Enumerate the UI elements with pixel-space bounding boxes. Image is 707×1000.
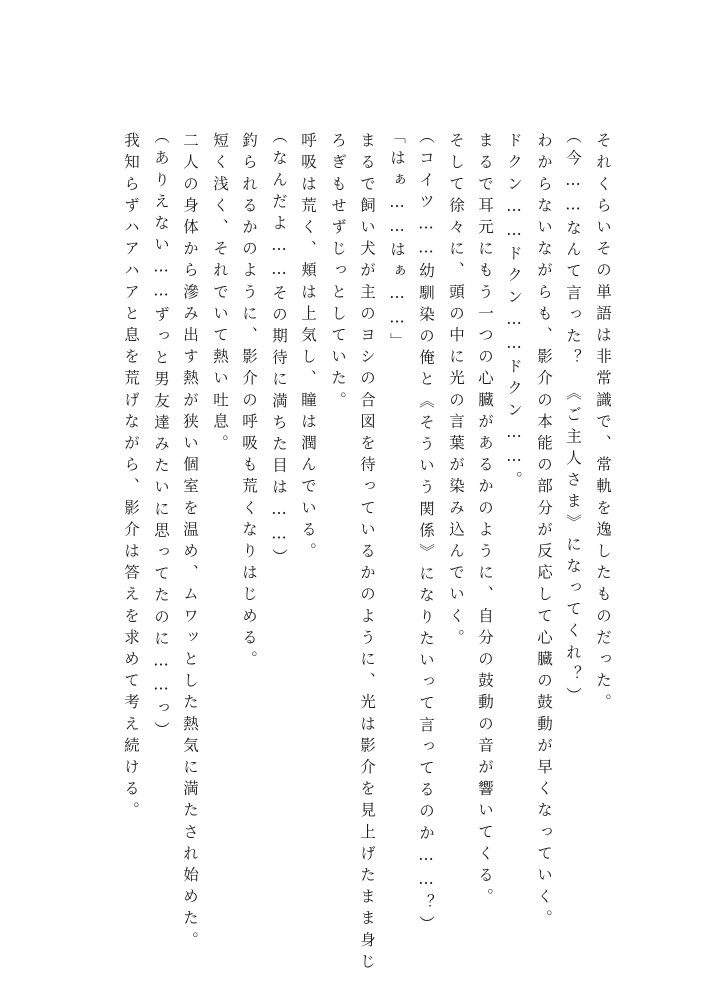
text-line-16: （ありえない……ずっと男友達みたいに思ってたのに……っ） [152,128,170,743]
text-line-4: ドクン……ドクン……ドクン……。 [505,132,523,493]
text-line-2: （今……なんて言った？ 《ご主人さま》になってくれ？） [564,128,582,709]
text-line-3: わからないながらも、影介の本能の部分が反応して心臓の鼓動が早くなっていく。 [535,132,553,932]
text-line-15: 二人の身体から滲み出す熱が狭い個室を温め、ムワッとした熱気に満たされ始めた。 [181,132,199,953]
text-line-17: 我知らずハアハアと息を荒げながら、影介は答えを求めて考え続ける。 [122,132,140,824]
text-line-12: （なんだよ……その期待に満ちた目は……） [270,128,288,570]
text-line-6: そして徐々に、頭の中に光の言葉が染み込んでいく。 [447,132,465,651]
text-line-10: ろぎもせずじっとしていた。 [329,132,347,413]
text-line-8: 「はぁ……はぁ……」 [388,128,406,354]
text-line-14: 短く浅く、それでいて熱い吐息。 [211,132,229,456]
text-line-7: （コイツ……幼馴染の俺と《そういう関係》になりたいって言ってるのか……？） [417,128,435,938]
text-line-9: まるで飼い犬が主のヨシの合図を待っているかのように、光は影介を見上げたまま身じ [358,132,376,975]
text-line-5: まるで耳元にもう一つの心臓があるかのように、自分の鼓動の音が響いてくる。 [476,132,494,910]
text-line-1: それくらいその単語は非常識で、常軌を逸したものだった。 [594,132,612,716]
text-line-13: 釣られるかのように、影介の呼吸も荒くなりはじめる。 [240,132,258,672]
text-line-11: 呼吸は荒く、頬は上気し、瞳は潤んでいる。 [299,132,317,564]
